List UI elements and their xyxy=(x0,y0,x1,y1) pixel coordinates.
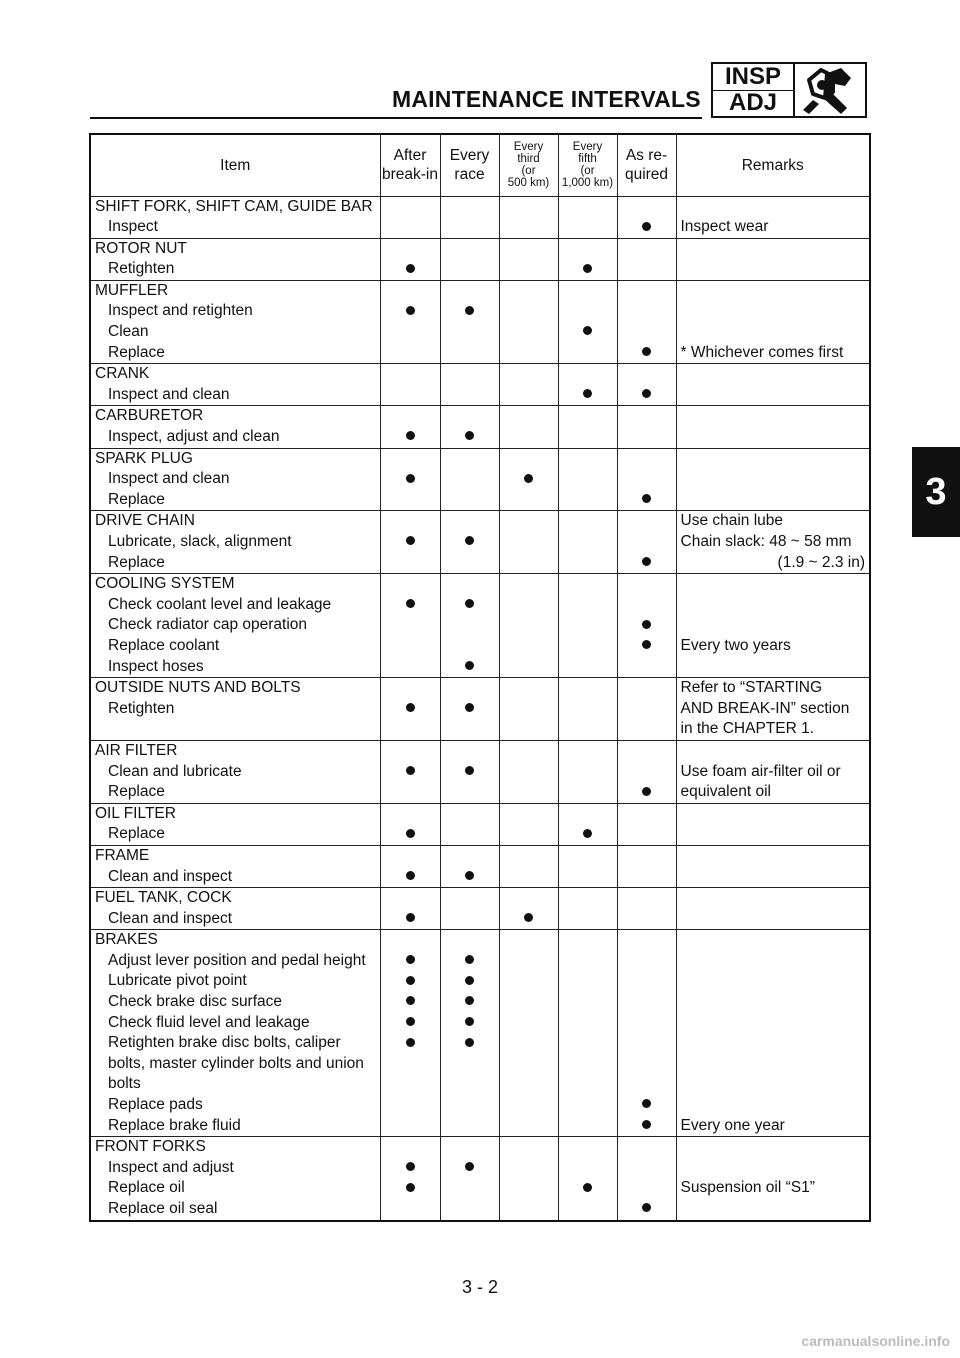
item-sub-label: Check brake disc surface xyxy=(108,993,283,1011)
item-cell xyxy=(90,845,380,887)
mark-cell-every-race xyxy=(440,888,499,930)
mark-cell-every-fifth xyxy=(558,448,617,511)
bullet-icon xyxy=(406,703,415,712)
table-row xyxy=(90,930,870,1137)
remarks-line: Refer to “STARTING xyxy=(680,679,823,697)
bullet-icon xyxy=(465,996,474,1005)
badge-line1: INSP xyxy=(724,63,781,90)
item-cell xyxy=(90,511,380,574)
bullet-icon xyxy=(406,474,415,483)
badge-line2: ADJ xyxy=(728,89,777,116)
remarks-line xyxy=(677,281,870,302)
item-sub-label: Inspect and adjust xyxy=(108,1158,234,1176)
mark-cell-as-required xyxy=(617,280,676,363)
item-sub-label: Inspect xyxy=(108,218,158,236)
mark-cell-as-required xyxy=(617,740,676,803)
item-sub-label: Check coolant level and leakage xyxy=(108,595,332,613)
bullet-icon xyxy=(465,536,474,545)
remarks-line: Use chain lube xyxy=(680,512,784,530)
bullet-icon xyxy=(465,766,474,775)
bullet-icon xyxy=(583,829,592,838)
footer-watermark: carmanualsonline.info xyxy=(801,1333,950,1349)
mark-cell-after-break-in xyxy=(380,196,440,238)
mark-cell-every-fifth xyxy=(558,930,617,1137)
mark-cell-every-race xyxy=(440,574,499,678)
bullet-icon xyxy=(642,640,651,649)
remarks-line: * Whichever comes first xyxy=(680,343,844,361)
col-remarks: Remarks xyxy=(676,134,870,196)
bullet-icon xyxy=(642,557,651,566)
bullet-icon xyxy=(642,1120,651,1129)
remarks-line: Inspect wear xyxy=(680,218,769,236)
remarks-line xyxy=(677,595,870,616)
table-row xyxy=(90,740,870,803)
col-as-required: As re- quired xyxy=(617,134,676,196)
remarks-line xyxy=(677,741,870,762)
mark-cell-as-required xyxy=(617,930,676,1137)
mark-cell-after-break-in xyxy=(380,1137,440,1221)
mark-cell-every-race xyxy=(440,196,499,238)
mark-cell-every-third xyxy=(499,574,558,678)
item-group-label: SHIFT FORK, SHIFT CAM, GUIDE BAR xyxy=(95,197,373,215)
mark-cell-every-fifth xyxy=(558,803,617,845)
item-cell xyxy=(90,930,380,1137)
bullet-icon xyxy=(406,955,415,964)
bullet-icon xyxy=(524,474,533,483)
title-rule xyxy=(90,117,702,119)
bullet-icon xyxy=(583,264,592,273)
mark-cell-after-break-in xyxy=(380,740,440,803)
remarks-cell xyxy=(676,364,870,406)
remarks-cell xyxy=(676,1137,870,1221)
bullet-icon xyxy=(642,620,651,629)
mark-cell-every-fifth xyxy=(558,511,617,574)
bullet-icon xyxy=(465,431,474,440)
mark-cell-every-third xyxy=(499,238,558,280)
mark-cell-after-break-in xyxy=(380,511,440,574)
item-sub-label: Retighten xyxy=(108,699,175,717)
mark-cell-after-break-in xyxy=(380,803,440,845)
remarks-line xyxy=(677,197,870,218)
item-sub-label: Inspect hoses xyxy=(108,657,204,675)
remarks-line: Use foam air-filter oil or xyxy=(680,762,841,780)
item-group-label: FRONT FORKS xyxy=(95,1138,206,1156)
page-title: MAINTENANCE INTERVALS xyxy=(392,86,701,112)
mark-cell-every-fifth xyxy=(558,196,617,238)
mark-cell-after-break-in xyxy=(380,930,440,1137)
remarks-line xyxy=(677,1074,870,1095)
item-sub-label: Check radiator cap operation xyxy=(108,616,308,634)
item-cell xyxy=(90,448,380,511)
remarks-line xyxy=(677,1013,870,1034)
item-group-label: SPARK PLUG xyxy=(95,449,193,467)
mark-cell-every-fifth xyxy=(558,740,617,803)
remarks-line xyxy=(677,1199,870,1220)
bullet-icon xyxy=(406,431,415,440)
bullet-icon xyxy=(465,306,474,315)
item-sub-label: Retighten xyxy=(108,260,175,278)
item-group-label: CARBURETOR xyxy=(95,407,204,425)
col-every-third-l4: 500 km) xyxy=(507,177,550,190)
col-every-fifth-l2: fifth xyxy=(578,153,597,166)
mark-cell-as-required xyxy=(617,678,676,741)
bullet-icon xyxy=(465,661,474,670)
bullet-icon xyxy=(642,222,651,231)
bullet-icon xyxy=(583,389,592,398)
mark-cell-as-required xyxy=(617,238,676,280)
item-sub-label: Replace xyxy=(108,825,165,843)
mark-cell-every-third xyxy=(499,678,558,741)
col-every-third-l1: Every xyxy=(513,141,544,154)
col-every-fifth-l4: 1,000 km) xyxy=(561,177,614,190)
bullet-icon xyxy=(406,766,415,775)
remarks-line: (1.9 ~ 2.3 in) xyxy=(777,553,865,571)
item-cell xyxy=(90,196,380,238)
item-sub-label: Replace xyxy=(108,783,165,801)
mark-cell-every-fifth xyxy=(558,888,617,930)
remarks-cell xyxy=(676,238,870,280)
remarks-line xyxy=(677,1095,870,1116)
table-row xyxy=(90,1137,870,1221)
item-sub-label: Replace coolant xyxy=(108,636,220,654)
mark-cell-every-third xyxy=(499,448,558,511)
mark-cell-after-break-in xyxy=(380,406,440,448)
remarks-cell xyxy=(676,930,870,1137)
mark-cell-every-race xyxy=(440,448,499,511)
bullet-icon xyxy=(406,913,415,922)
item-sub-label: Clean and inspect xyxy=(108,867,233,885)
badge-text xyxy=(713,64,795,116)
remarks-line: equivalent oil xyxy=(680,783,771,801)
remarks-line: Every one year xyxy=(680,1116,785,1134)
item-sub-label: Clean and lubricate xyxy=(108,762,242,780)
remarks-line xyxy=(677,930,870,951)
mark-cell-as-required xyxy=(617,1137,676,1221)
item-cell xyxy=(90,740,380,803)
page-number: 3 - 2 xyxy=(461,1277,499,1297)
remarks-line xyxy=(677,1033,870,1054)
bullet-icon xyxy=(406,996,415,1005)
item-group-label: FRAME xyxy=(95,846,150,864)
bullet-icon xyxy=(642,347,651,356)
item-group-label: OIL FILTER xyxy=(95,804,176,822)
item-cell xyxy=(90,238,380,280)
item-sub-label: Inspect and clean xyxy=(108,470,230,488)
item-group-label: COOLING SYSTEM xyxy=(95,575,235,593)
mark-cell-every-race xyxy=(440,1137,499,1221)
item-sub-label: Inspect and clean xyxy=(108,385,230,403)
remarks-line: AND BREAK-IN” section xyxy=(680,699,850,717)
table-row xyxy=(90,803,870,845)
mark-cell-as-required xyxy=(617,511,676,574)
item-group-label: ROTOR NUT xyxy=(95,239,187,257)
bullet-icon xyxy=(406,871,415,880)
remarks-line: Chain slack: 48 ~ 58 mm xyxy=(680,533,852,550)
item-group-label: CRANK xyxy=(95,365,150,383)
mark-cell-every-third xyxy=(499,196,558,238)
bullet-icon xyxy=(406,1183,415,1192)
remarks-line xyxy=(677,301,870,322)
item-group-label: FUEL TANK, COCK xyxy=(95,889,232,907)
item-sub-label: Clean and inspect xyxy=(108,909,233,927)
item-sub-label: Lubricate pivot point xyxy=(108,972,247,990)
col-every-third-l3: (or xyxy=(521,165,536,178)
item-group-label: DRIVE CHAIN xyxy=(95,512,195,530)
bullet-icon xyxy=(642,787,651,796)
remarks-line xyxy=(677,615,870,636)
mark-cell-as-required xyxy=(617,406,676,448)
remarks-line xyxy=(677,322,870,343)
mark-cell-as-required xyxy=(617,574,676,678)
item-sub-label: Clean xyxy=(108,323,149,341)
remarks-cell xyxy=(676,803,870,845)
table-row xyxy=(90,364,870,406)
remarks-line: Suspension oil “S1” xyxy=(680,1179,815,1197)
remarks-line xyxy=(677,1158,870,1179)
item-sub-label: Lubricate, slack, alignment xyxy=(108,533,292,550)
item-sub-label: Replace pads xyxy=(108,1096,203,1114)
col-after-break-in: After break-in xyxy=(380,134,440,196)
item-cell xyxy=(90,574,380,678)
mark-cell-as-required xyxy=(617,448,676,511)
remarks-cell xyxy=(676,574,870,678)
table-row xyxy=(90,280,870,363)
mark-cell-every-third xyxy=(499,888,558,930)
remarks-line xyxy=(677,574,870,595)
bullet-icon xyxy=(406,1038,415,1047)
table-row xyxy=(90,888,870,930)
table-body xyxy=(90,196,870,1221)
bullet-icon xyxy=(406,1017,415,1026)
item-group-label: OUTSIDE NUTS AND BOLTS xyxy=(95,679,301,697)
col-every-race: Every race xyxy=(440,134,499,196)
remarks-line xyxy=(677,971,870,992)
mark-cell-every-fifth xyxy=(558,574,617,678)
remarks-cell xyxy=(676,511,870,574)
remarks-line xyxy=(677,1137,870,1158)
bullet-icon xyxy=(465,1162,474,1171)
item-cell xyxy=(90,364,380,406)
mark-cell-as-required xyxy=(617,845,676,887)
bullet-icon xyxy=(465,976,474,985)
bullet-icon xyxy=(406,829,415,838)
table-row xyxy=(90,845,870,887)
item-sub-label: Replace oil xyxy=(108,1179,185,1197)
table-row xyxy=(90,574,870,678)
remarks-line xyxy=(677,1054,870,1075)
remarks-cell xyxy=(676,845,870,887)
col-every-fifth-l3: (or xyxy=(580,165,595,178)
item-sub-label: Replace xyxy=(108,553,165,571)
mark-cell-after-break-in xyxy=(380,574,440,678)
bullet-icon xyxy=(524,913,533,922)
remarks-line: in the CHAPTER 1. xyxy=(680,720,815,738)
item-group-label: AIR FILTER xyxy=(95,741,178,759)
col-every-third xyxy=(499,134,558,196)
mark-cell-every-third xyxy=(499,280,558,363)
item-sub-label: Replace brake fluid xyxy=(108,1116,241,1134)
item-sub-label: Inspect and retighten xyxy=(108,302,253,320)
wrench-icon xyxy=(795,64,865,116)
mark-cell-after-break-in xyxy=(380,448,440,511)
mark-cell-as-required xyxy=(617,196,676,238)
table-row xyxy=(90,238,870,280)
mark-cell-after-break-in xyxy=(380,364,440,406)
mark-cell-every-race xyxy=(440,364,499,406)
remarks-cell xyxy=(676,406,870,448)
col-every-fifth-l1: Every xyxy=(572,141,603,154)
remarks-line xyxy=(677,657,870,678)
mark-cell-after-break-in xyxy=(380,238,440,280)
mark-cell-after-break-in xyxy=(380,845,440,887)
mark-cell-after-break-in xyxy=(380,280,440,363)
table-row xyxy=(90,678,870,741)
item-cell xyxy=(90,678,380,741)
remarks-cell xyxy=(676,196,870,238)
table-row xyxy=(90,448,870,511)
item-cell xyxy=(90,1137,380,1221)
mark-cell-every-race xyxy=(440,740,499,803)
item-sub-label: Replace oil seal xyxy=(108,1200,218,1218)
bullet-icon xyxy=(465,1017,474,1026)
remarks-line xyxy=(677,951,870,972)
mark-cell-every-race xyxy=(440,238,499,280)
table-row xyxy=(90,406,870,448)
item-cell xyxy=(90,888,380,930)
remarks-cell xyxy=(676,448,870,511)
item-sub-label: Retighten brake disc bolts, caliper bolts, master cylinder bolts and union bolts xyxy=(108,1034,364,1093)
bullet-icon xyxy=(465,599,474,608)
bullet-icon xyxy=(642,389,651,398)
mark-cell-every-third xyxy=(499,740,558,803)
item-cell xyxy=(90,406,380,448)
mark-cell-as-required xyxy=(617,364,676,406)
mark-cell-every-race xyxy=(440,511,499,574)
bullet-icon xyxy=(465,1038,474,1047)
bullet-icon xyxy=(642,1203,651,1212)
mark-cell-every-fifth xyxy=(558,364,617,406)
mark-cell-every-race xyxy=(440,803,499,845)
bullet-icon xyxy=(465,955,474,964)
item-sub-label: Replace xyxy=(108,490,165,508)
mark-cell-every-fifth xyxy=(558,678,617,741)
bullet-icon xyxy=(406,306,415,315)
maintenance-table xyxy=(89,133,871,1222)
bullet-icon xyxy=(406,599,415,608)
insp-adj-badge xyxy=(711,62,867,118)
item-cell xyxy=(90,280,380,363)
remarks-cell xyxy=(676,888,870,930)
mark-cell-every-third xyxy=(499,845,558,887)
bullet-icon xyxy=(406,536,415,545)
mark-cell-every-race xyxy=(440,406,499,448)
item-group-label: BRAKES xyxy=(95,931,158,949)
mark-cell-every-third xyxy=(499,511,558,574)
mark-cell-every-race xyxy=(440,930,499,1137)
mark-cell-every-fifth xyxy=(558,845,617,887)
item-sub-label: Inspect, adjust and clean xyxy=(108,428,280,446)
mark-cell-every-fifth xyxy=(558,1137,617,1221)
mark-cell-every-race xyxy=(440,280,499,363)
remarks-line xyxy=(677,992,870,1013)
table-row xyxy=(90,196,870,238)
mark-cell-every-race xyxy=(440,845,499,887)
remarks-cell xyxy=(676,740,870,803)
bullet-icon xyxy=(465,871,474,880)
remarks-line: Every two years xyxy=(680,636,791,654)
remarks-cell xyxy=(676,280,870,363)
bullet-icon xyxy=(583,326,592,335)
table-header-row xyxy=(90,134,870,196)
remarks-cell xyxy=(676,678,870,741)
mark-cell-every-third xyxy=(499,930,558,1137)
mark-cell-every-race xyxy=(440,678,499,741)
mark-cell-as-required xyxy=(617,803,676,845)
col-item: Item xyxy=(90,134,380,196)
bullet-icon xyxy=(406,976,415,985)
mark-cell-every-fifth xyxy=(558,238,617,280)
bullet-icon xyxy=(642,1099,651,1108)
item-sub-label: Check fluid level and leakage xyxy=(108,1013,310,1031)
col-every-fifth xyxy=(558,134,617,196)
mark-cell-every-third xyxy=(499,1137,558,1221)
item-sub-label: Adjust lever position and pedal height xyxy=(108,951,366,969)
mark-cell-every-third xyxy=(499,364,558,406)
bullet-icon xyxy=(465,703,474,712)
bullet-icon xyxy=(406,1162,415,1171)
col-every-third-l2: third xyxy=(517,153,540,166)
chapter-tab: 3 xyxy=(912,447,960,537)
mark-cell-every-fifth xyxy=(558,406,617,448)
mark-cell-as-required xyxy=(617,888,676,930)
mark-cell-every-fifth xyxy=(558,280,617,363)
bullet-icon xyxy=(406,264,415,273)
mark-cell-after-break-in xyxy=(380,678,440,741)
bullet-icon xyxy=(642,494,651,503)
mark-cell-after-break-in xyxy=(380,888,440,930)
table-row xyxy=(90,511,870,574)
item-cell xyxy=(90,803,380,845)
mark-cell-every-third xyxy=(499,406,558,448)
mark-cell-every-third xyxy=(499,803,558,845)
item-group-label: MUFFLER xyxy=(95,281,169,299)
item-sub-label: Replace xyxy=(108,343,165,361)
bullet-icon xyxy=(583,1183,592,1192)
